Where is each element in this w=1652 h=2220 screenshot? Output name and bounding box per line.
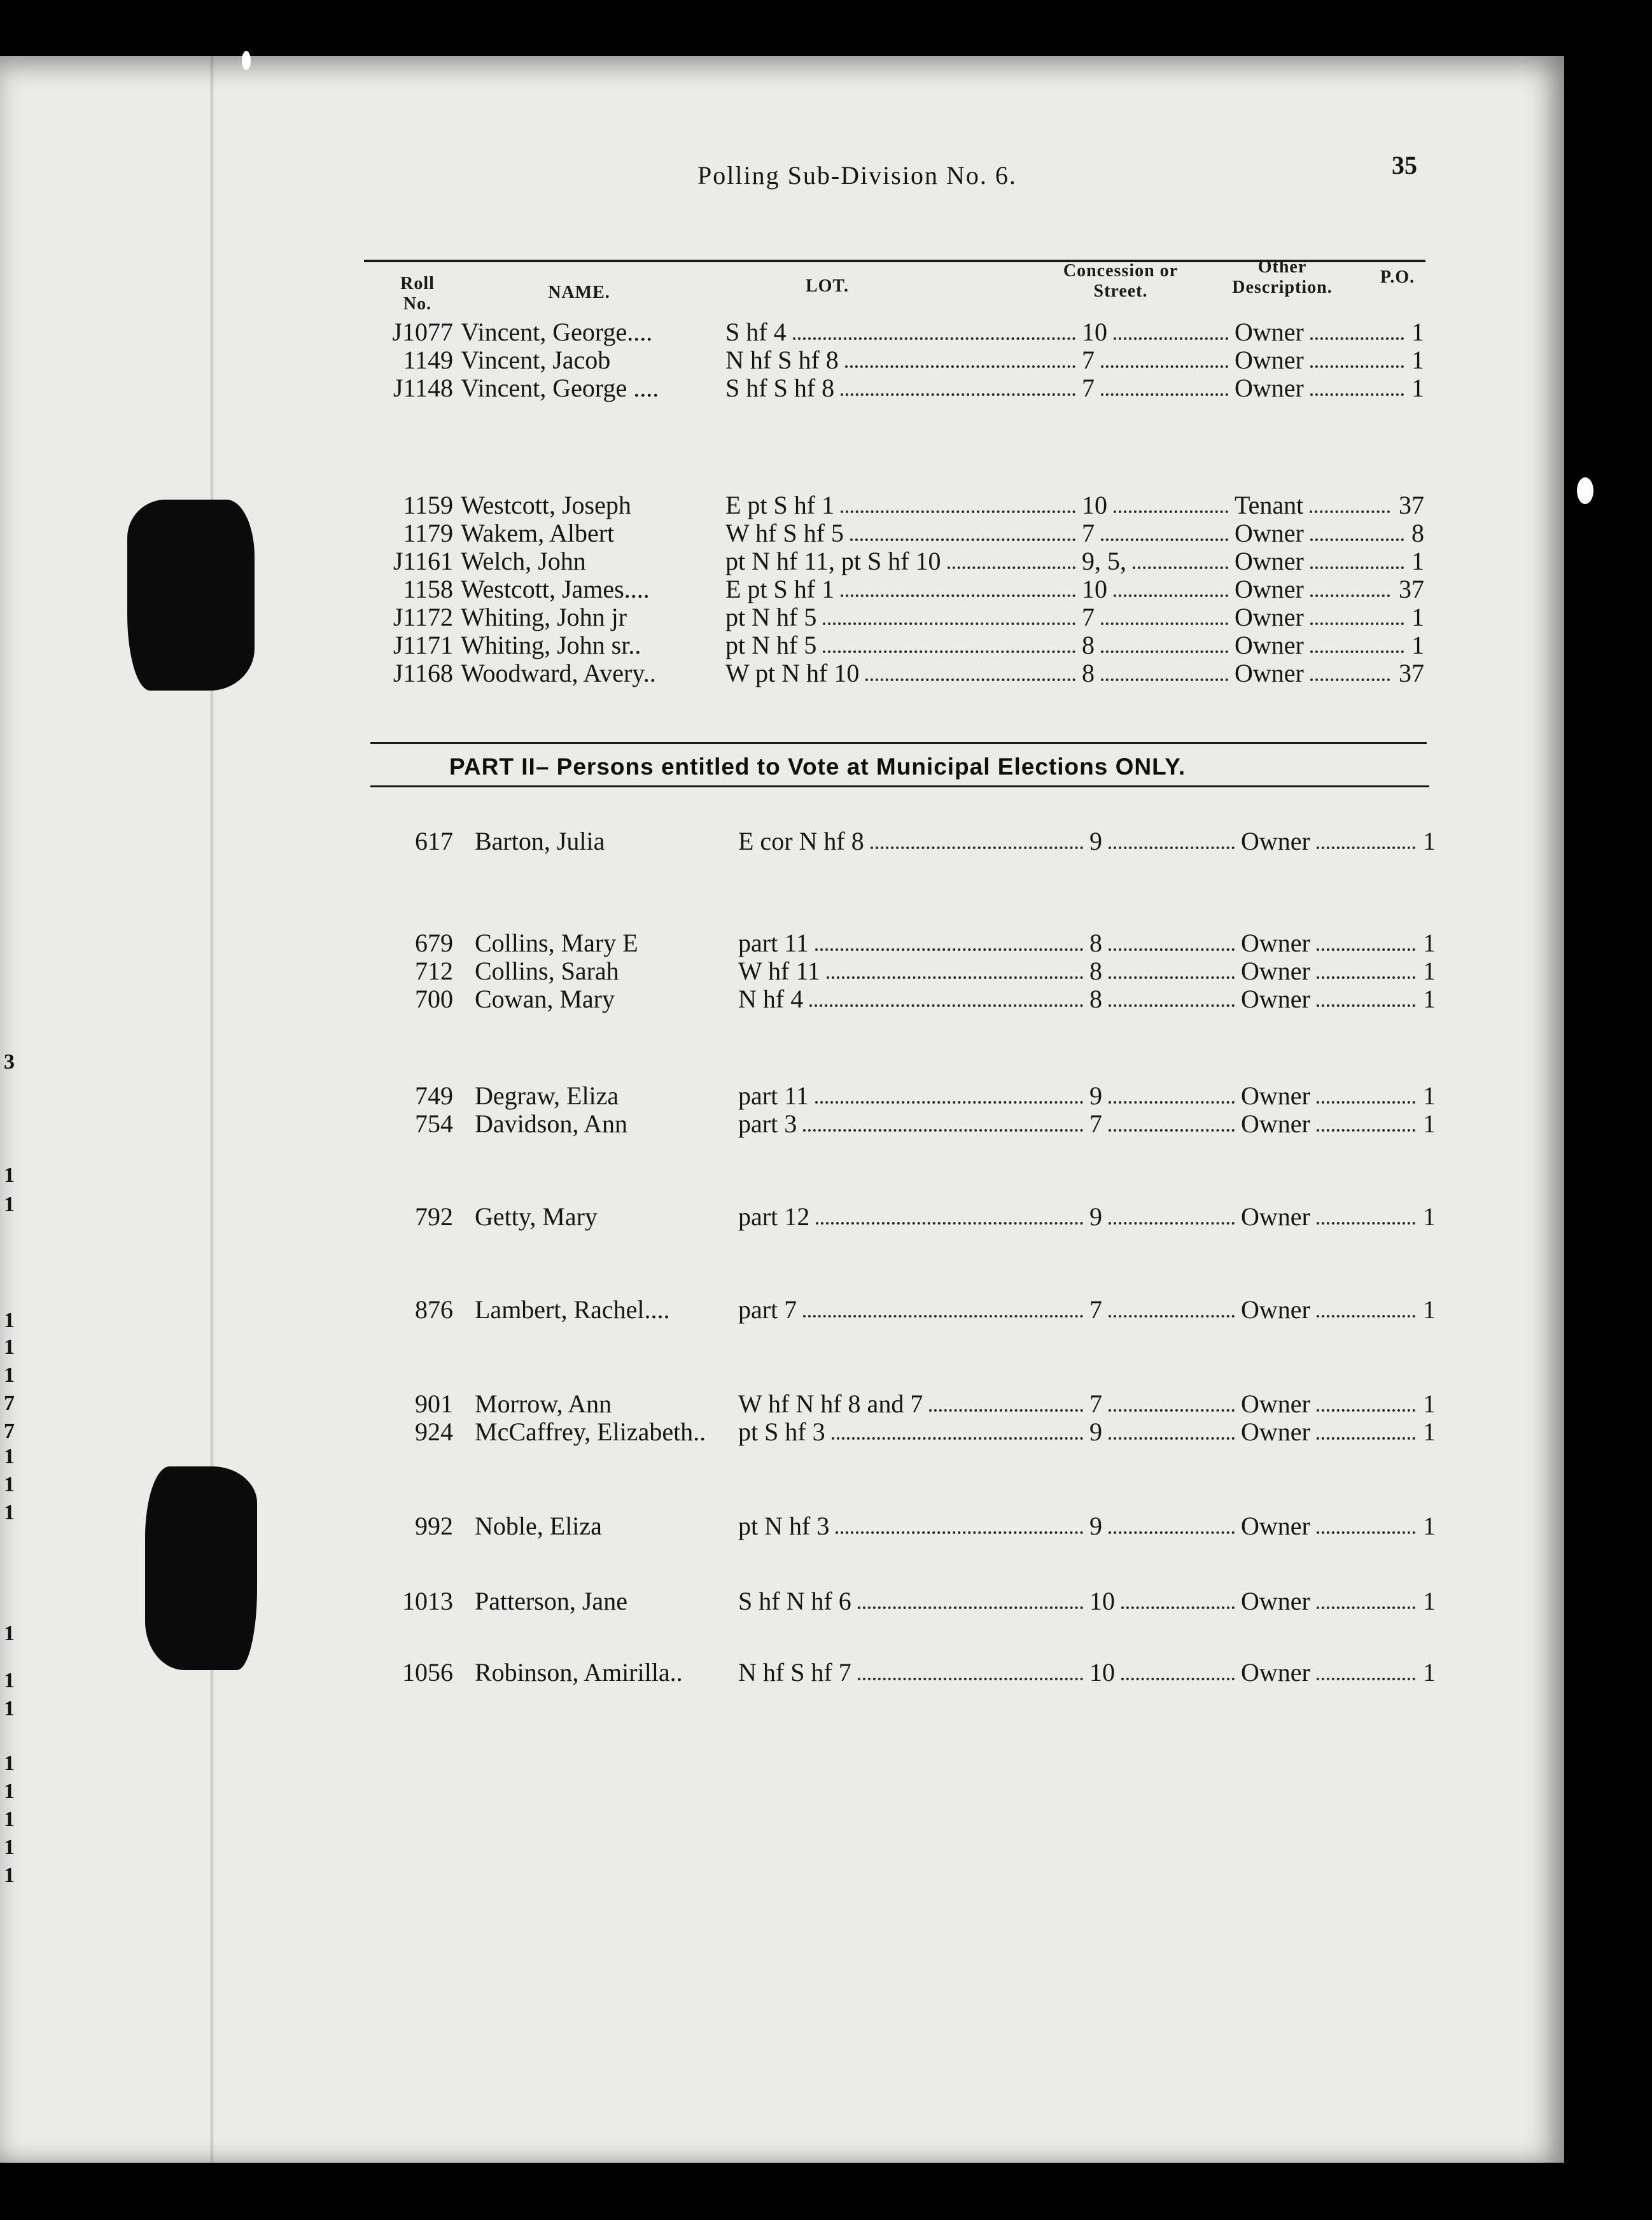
dot-leader xyxy=(1317,1531,1415,1534)
cell-lot: part 11 xyxy=(738,1081,809,1110)
cell-other: Owner xyxy=(1235,659,1304,687)
dot-leader xyxy=(809,1004,1083,1007)
cell-concession: 10 xyxy=(1089,1587,1115,1615)
dot-leader xyxy=(841,594,1075,597)
cell-other: Owner xyxy=(1241,929,1310,957)
cell-concession: 9, 5, xyxy=(1082,547,1126,575)
cell-concession: 7 xyxy=(1082,346,1095,374)
table-row xyxy=(0,1296,1564,1324)
dot-leader xyxy=(823,650,1075,653)
table-row xyxy=(0,1587,1564,1615)
dot-leader xyxy=(815,948,1083,951)
section-rule xyxy=(370,742,1427,744)
table-row xyxy=(0,374,1564,402)
cell-name: Noble, Eliza xyxy=(475,1512,602,1540)
cell-other: Owner xyxy=(1241,1417,1310,1446)
cell-name: Cowan, Mary xyxy=(475,985,615,1013)
dot-leader xyxy=(1114,594,1228,597)
dot-leader xyxy=(1310,650,1404,653)
cell-concession: 10 xyxy=(1082,318,1107,346)
cell-po: 1 xyxy=(1423,1512,1436,1540)
cell-po: 1 xyxy=(1411,547,1424,575)
table-row xyxy=(0,1203,1564,1231)
cell-other: Owner xyxy=(1241,1109,1310,1138)
margin-fragment: 1 xyxy=(4,1445,15,1468)
margin-fragment: 1 xyxy=(4,1808,15,1831)
margin-fragment: 1 xyxy=(4,1864,15,1887)
cell-po: 8 xyxy=(1411,519,1424,547)
cell-po: 1 xyxy=(1423,1109,1436,1138)
margin-fragment: 1 xyxy=(4,1363,15,1387)
dot-leader xyxy=(1101,365,1228,368)
cell-other: Owner xyxy=(1235,318,1304,346)
cell-name: Westcott, James.... xyxy=(461,575,650,603)
cell-concession: 8 xyxy=(1082,659,1095,687)
table-row xyxy=(0,1110,1564,1138)
cell-other: Owner xyxy=(1235,374,1304,402)
cell-roll: J1161 xyxy=(393,547,453,575)
cell-concession: 8 xyxy=(1089,957,1102,985)
cell-lot: N hf S hf 8 xyxy=(725,346,839,374)
cell-roll: 1149 xyxy=(403,346,453,374)
dot-leader xyxy=(871,847,1083,849)
dot-leader xyxy=(1317,1004,1415,1007)
dot-leader xyxy=(1101,678,1228,681)
page-title: Polling Sub-Division No. 6. xyxy=(697,161,1017,190)
dot-leader xyxy=(1109,1409,1235,1412)
dot-leader xyxy=(865,678,1075,681)
cell-other: Owner xyxy=(1241,985,1310,1013)
cell-po: 37 xyxy=(1399,659,1424,687)
margin-fragment: 1 xyxy=(4,1193,15,1216)
cell-other: Owner xyxy=(1235,547,1304,575)
cell-name: Westcott, Joseph xyxy=(461,491,631,519)
cell-roll: J1168 xyxy=(393,659,453,687)
cell-lot: W hf S hf 5 xyxy=(725,519,844,547)
dot-leader xyxy=(841,393,1075,396)
cell-roll: 712 xyxy=(415,957,453,985)
cell-po: 1 xyxy=(1423,1658,1436,1687)
cell-roll: J1077 xyxy=(392,318,453,346)
cell-lot: pt N hf 5 xyxy=(725,631,817,659)
cell-lot: pt N hf 3 xyxy=(738,1512,830,1540)
dot-leader xyxy=(1109,847,1235,849)
paper-speck xyxy=(1577,477,1593,504)
dot-leader xyxy=(1317,1437,1415,1440)
cell-po: 1 xyxy=(1423,1587,1436,1615)
cell-lot: S hf 4 xyxy=(725,318,787,346)
column-header-other: Other Description. xyxy=(1232,257,1333,297)
dot-leader xyxy=(1317,1222,1415,1225)
cell-name: Barton, Julia xyxy=(475,827,605,855)
cell-concession: 8 xyxy=(1089,929,1102,957)
dot-leader xyxy=(1121,1678,1235,1680)
cell-po: 37 xyxy=(1399,575,1424,603)
page-number: 35 xyxy=(1392,151,1417,179)
dot-leader xyxy=(1121,1606,1235,1609)
cell-lot: part 3 xyxy=(738,1109,797,1138)
cell-concession: 7 xyxy=(1089,1389,1102,1418)
dot-leader xyxy=(1114,510,1228,513)
cell-po: 1 xyxy=(1411,346,1424,374)
cell-other: Owner xyxy=(1241,1587,1310,1615)
cell-other: Owner xyxy=(1241,1202,1310,1231)
dot-leader xyxy=(1114,337,1228,340)
cell-roll: 617 xyxy=(415,827,453,855)
table-row xyxy=(0,985,1564,1013)
cell-roll: 1013 xyxy=(402,1587,453,1615)
dot-leader xyxy=(1317,948,1415,951)
cell-name: Whiting, John jr xyxy=(461,603,627,631)
cell-roll: J1172 xyxy=(393,603,453,631)
dot-leader xyxy=(1317,1315,1415,1317)
margin-fragment: 1 xyxy=(4,1780,15,1803)
dot-leader xyxy=(1109,1531,1235,1534)
cell-name: Degraw, Eliza xyxy=(475,1081,619,1110)
dot-leader xyxy=(948,566,1075,569)
cell-other: Owner xyxy=(1241,1512,1310,1540)
cell-name: Patterson, Jane xyxy=(475,1587,627,1615)
column-header-po: P.O. xyxy=(1380,267,1415,287)
cell-other: Owner xyxy=(1241,1658,1310,1687)
cell-other: Owner xyxy=(1241,957,1310,985)
cell-name: Vincent, George .... xyxy=(461,374,659,402)
table-row xyxy=(0,1512,1564,1540)
dot-leader xyxy=(858,1678,1083,1680)
dot-leader xyxy=(1310,678,1390,681)
column-header-roll: Roll No. xyxy=(400,274,435,314)
cell-po: 1 xyxy=(1423,985,1436,1013)
cell-lot: W hf N hf 8 and 7 xyxy=(738,1389,923,1418)
cell-concession: 10 xyxy=(1082,491,1107,519)
cell-lot: pt S hf 3 xyxy=(738,1417,825,1446)
margin-fragment: 1 xyxy=(4,1836,15,1859)
margin-fragment: 1 xyxy=(4,1501,15,1524)
table-row xyxy=(0,491,1564,519)
dot-leader xyxy=(1109,948,1235,951)
dot-leader xyxy=(1109,1004,1235,1007)
margin-fragment: 7 xyxy=(4,1419,15,1443)
dot-leader xyxy=(793,337,1075,340)
cell-concession: 7 xyxy=(1082,374,1095,402)
table-row xyxy=(0,1418,1564,1446)
dot-leader xyxy=(1109,1101,1235,1104)
table-row xyxy=(0,575,1564,603)
cell-po: 1 xyxy=(1423,1417,1436,1446)
dot-leader xyxy=(845,365,1075,368)
margin-fragment: 1 xyxy=(4,1669,15,1692)
cell-concession: 9 xyxy=(1089,1202,1102,1231)
margin-fragment: 1 xyxy=(4,1309,15,1332)
cell-lot: E pt S hf 1 xyxy=(725,491,835,519)
cell-name: Getty, Mary xyxy=(475,1202,598,1231)
cell-concession: 7 xyxy=(1089,1295,1102,1324)
cell-po: 1 xyxy=(1411,318,1424,346)
cell-name: Morrow, Ann xyxy=(475,1389,612,1418)
cell-lot: pt N hf 11, pt S hf 10 xyxy=(725,547,941,575)
cell-concession: 8 xyxy=(1082,631,1095,659)
cell-roll: 754 xyxy=(415,1109,453,1138)
cell-roll: 1159 xyxy=(403,491,453,519)
table-row xyxy=(0,346,1564,374)
table-row xyxy=(0,1659,1564,1687)
cell-name: Vincent, George.... xyxy=(461,318,653,346)
cell-lot: S hf S hf 8 xyxy=(725,374,835,402)
table-row xyxy=(0,547,1564,575)
dot-leader xyxy=(1109,1315,1235,1317)
dot-leader xyxy=(1310,393,1404,396)
cell-concession: 7 xyxy=(1082,519,1095,547)
part2-title: PART II– Persons entitled to Vote at Municipal Elections ONLY. xyxy=(449,754,1186,780)
cell-lot: W hf 11 xyxy=(738,957,820,985)
dot-leader xyxy=(832,1437,1083,1440)
cell-other: Owner xyxy=(1235,519,1304,547)
cell-concession: 9 xyxy=(1089,1512,1102,1540)
dot-leader xyxy=(929,1409,1083,1412)
cell-other: Owner xyxy=(1241,827,1310,855)
cell-concession: 9 xyxy=(1089,827,1102,855)
table-row xyxy=(0,1082,1564,1110)
margin-fragment: 1 xyxy=(4,1752,15,1775)
margin-fragment: 1 xyxy=(4,1622,15,1645)
table-row xyxy=(0,957,1564,985)
cell-roll: 924 xyxy=(415,1417,453,1446)
dot-leader xyxy=(1310,622,1404,625)
dot-leader xyxy=(1310,510,1390,513)
table-row xyxy=(0,318,1564,346)
cell-lot: S hf N hf 6 xyxy=(738,1587,851,1615)
cell-roll: 992 xyxy=(415,1512,453,1540)
dot-leader xyxy=(858,1606,1083,1609)
cell-name: Lambert, Rachel.... xyxy=(475,1295,670,1324)
column-header-name: NAME. xyxy=(548,283,610,302)
dot-leader xyxy=(1109,1222,1235,1225)
cell-other: Owner xyxy=(1241,1081,1310,1110)
cell-roll: 749 xyxy=(415,1081,453,1110)
cell-name: Vincent, Jacob xyxy=(461,346,611,374)
dot-leader xyxy=(1133,566,1228,569)
dot-leader xyxy=(1101,538,1228,541)
dot-leader xyxy=(1310,538,1404,541)
cell-name: Woodward, Avery.. xyxy=(461,659,656,687)
margin-fragment: 7 xyxy=(4,1391,15,1415)
cell-other: Owner xyxy=(1235,603,1304,631)
cell-lot: N hf S hf 7 xyxy=(738,1658,851,1687)
cell-roll: 700 xyxy=(415,985,453,1013)
dot-leader xyxy=(1317,1678,1415,1680)
cell-po: 1 xyxy=(1423,827,1436,855)
cell-po: 1 xyxy=(1423,1295,1436,1324)
dot-leader xyxy=(1101,622,1228,625)
cell-concession: 7 xyxy=(1082,603,1095,631)
dot-leader xyxy=(1101,650,1228,653)
dot-leader xyxy=(1310,337,1404,340)
cell-name: Collins, Mary E xyxy=(475,929,638,957)
cell-other: Tenant xyxy=(1235,491,1304,519)
cell-lot: pt N hf 5 xyxy=(725,603,817,631)
cell-roll: 1158 xyxy=(403,575,453,603)
cell-po: 1 xyxy=(1411,603,1424,631)
table-row xyxy=(0,519,1564,547)
cell-lot: part 11 xyxy=(738,929,809,957)
dot-leader xyxy=(1317,976,1415,979)
cell-concession: 7 xyxy=(1089,1109,1102,1138)
cell-lot: N hf 4 xyxy=(738,985,804,1013)
dot-leader xyxy=(1317,1129,1415,1132)
cell-other: Owner xyxy=(1235,575,1304,603)
cell-concession: 10 xyxy=(1082,575,1107,603)
cell-other: Owner xyxy=(1241,1295,1310,1324)
column-header-concession: Concession or Street. xyxy=(1063,261,1179,301)
cell-lot: E pt S hf 1 xyxy=(725,575,835,603)
cell-roll: 876 xyxy=(415,1295,453,1324)
cell-concession: 9 xyxy=(1089,1081,1102,1110)
dot-leader xyxy=(1101,393,1228,396)
dot-leader xyxy=(1109,976,1235,979)
cell-other: Owner xyxy=(1235,346,1304,374)
margin-fragment: 1 xyxy=(4,1335,15,1359)
margin-fragment: 3 xyxy=(4,1050,15,1074)
cell-po: 1 xyxy=(1423,929,1436,957)
cell-name: Davidson, Ann xyxy=(475,1109,627,1138)
cell-concession: 10 xyxy=(1089,1658,1115,1687)
dot-leader xyxy=(1317,1101,1415,1104)
dot-leader xyxy=(803,1129,1083,1132)
dot-leader xyxy=(1310,594,1390,597)
table-row xyxy=(0,603,1564,631)
table-row xyxy=(0,1390,1564,1418)
dot-leader xyxy=(1109,1129,1235,1132)
cell-other: Owner xyxy=(1241,1389,1310,1418)
margin-fragment: 1 xyxy=(4,1697,15,1720)
cell-po: 1 xyxy=(1423,1389,1436,1418)
cell-po: 1 xyxy=(1411,631,1424,659)
cell-roll: 792 xyxy=(415,1202,453,1231)
dot-leader xyxy=(823,622,1075,625)
dot-leader xyxy=(836,1531,1083,1534)
cell-roll: 901 xyxy=(415,1389,453,1418)
page-damage-hole xyxy=(145,1466,257,1670)
dot-leader xyxy=(1317,847,1415,849)
cell-po: 1 xyxy=(1423,1202,1436,1231)
dot-leader xyxy=(1310,365,1404,368)
margin-fragment: 1 xyxy=(4,1163,15,1187)
cell-name: Collins, Sarah xyxy=(475,957,619,985)
cell-lot: E cor N hf 8 xyxy=(738,827,864,855)
dot-leader xyxy=(827,976,1083,979)
cell-lot: W pt N hf 10 xyxy=(725,659,860,687)
dot-leader xyxy=(803,1315,1083,1317)
dot-leader xyxy=(1109,1437,1235,1440)
table-row xyxy=(0,659,1564,687)
table-row xyxy=(0,631,1564,659)
section-rule xyxy=(370,785,1429,787)
table-row xyxy=(0,827,1564,855)
cell-roll: 1056 xyxy=(402,1658,453,1687)
dot-leader xyxy=(815,1101,1083,1104)
cell-name: Whiting, John sr.. xyxy=(461,631,641,659)
cell-po: 1 xyxy=(1423,1081,1436,1110)
cell-roll: 679 xyxy=(415,929,453,957)
cell-other: Owner xyxy=(1235,631,1304,659)
dot-leader xyxy=(1317,1409,1415,1412)
cell-roll: 1179 xyxy=(403,519,453,547)
margin-fragment: 1 xyxy=(4,1473,15,1496)
cell-name: Robinson, Amirilla.. xyxy=(475,1658,683,1687)
cell-concession: 9 xyxy=(1089,1417,1102,1446)
dot-leader xyxy=(841,510,1075,513)
dot-leader xyxy=(850,538,1075,541)
cell-po: 37 xyxy=(1399,491,1424,519)
cell-name: McCaffrey, Elizabeth.. xyxy=(475,1417,706,1446)
cell-name: Welch, John xyxy=(461,547,586,575)
dot-leader xyxy=(1310,566,1404,569)
cell-po: 1 xyxy=(1423,957,1436,985)
paper-speck xyxy=(242,51,251,70)
dot-leader xyxy=(816,1222,1083,1225)
column-header-lot: LOT. xyxy=(805,276,850,296)
cell-name: Wakem, Albert xyxy=(461,519,615,547)
cell-lot: part 7 xyxy=(738,1295,797,1324)
cell-lot: part 12 xyxy=(738,1202,810,1231)
cell-roll: J1171 xyxy=(393,631,453,659)
cell-concession: 8 xyxy=(1089,985,1102,1013)
cell-roll: J1148 xyxy=(393,374,453,402)
dot-leader xyxy=(1317,1606,1415,1609)
table-row xyxy=(0,929,1564,957)
cell-po: 1 xyxy=(1411,374,1424,402)
